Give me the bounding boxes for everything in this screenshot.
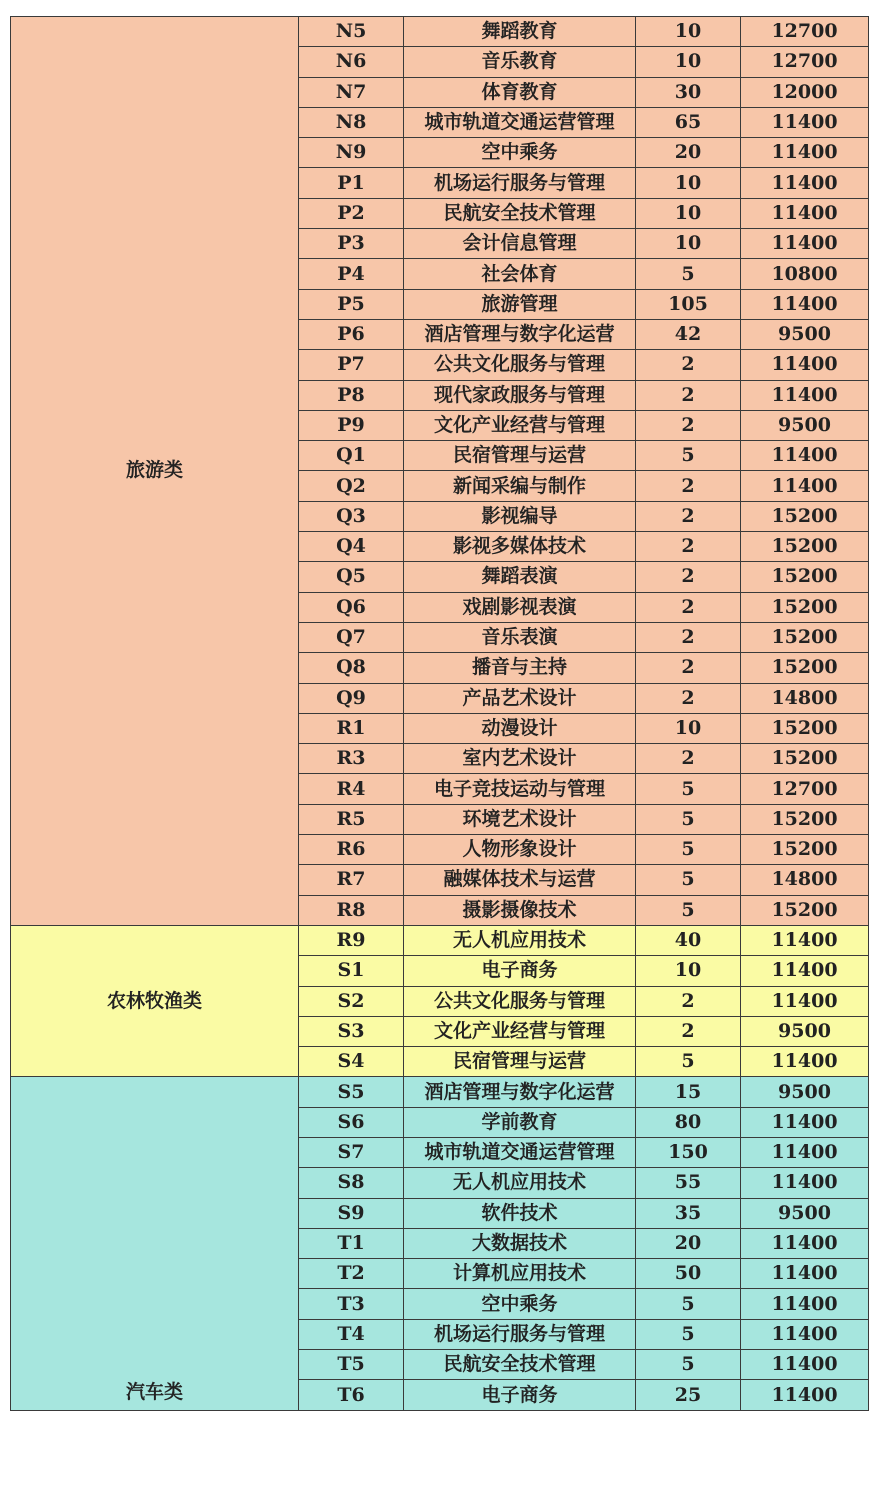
plan-count-cell: 2 — [636, 350, 741, 380]
major-name-cell: 民宿管理与运营 — [404, 1047, 636, 1077]
code-cell: R5 — [299, 804, 404, 834]
major-name-cell: 机场运行服务与管理 — [404, 1319, 636, 1349]
major-name-cell: 无人机应用技术 — [404, 925, 636, 955]
tuition-fee-cell: 15200 — [741, 501, 869, 531]
tuition-fee-cell: 11400 — [741, 380, 869, 410]
plan-count-cell: 5 — [636, 895, 741, 925]
major-name-cell: 现代家政服务与管理 — [404, 380, 636, 410]
major-name-cell: 电子商务 — [404, 1380, 636, 1410]
major-name-cell: 动漫设计 — [404, 713, 636, 743]
tuition-fee-cell: 11400 — [741, 1380, 869, 1410]
plan-count-cell: 10 — [636, 168, 741, 198]
code-cell: S3 — [299, 1016, 404, 1046]
major-name-cell: 人物形象设计 — [404, 835, 636, 865]
tuition-fee-cell: 15200 — [741, 622, 869, 652]
code-cell: T1 — [299, 1228, 404, 1258]
tuition-fee-cell: 12700 — [741, 17, 869, 47]
tuition-fee-cell: 15200 — [741, 895, 869, 925]
tuition-fee-cell: 11400 — [741, 168, 869, 198]
code-cell: Q7 — [299, 622, 404, 652]
code-cell: Q2 — [299, 471, 404, 501]
code-cell: S2 — [299, 986, 404, 1016]
plan-count-cell: 150 — [636, 1137, 741, 1167]
code-cell: Q6 — [299, 592, 404, 622]
major-name-cell: 机场运行服务与管理 — [404, 168, 636, 198]
category-cell: 汽车类 — [11, 1077, 299, 1410]
enrollment-table — [10, 16, 869, 1411]
code-cell: R1 — [299, 713, 404, 743]
code-cell: P9 — [299, 410, 404, 440]
code-cell: R7 — [299, 865, 404, 895]
category-cell: 农林牧渔类 — [11, 925, 299, 1076]
tuition-fee-cell: 9500 — [741, 1077, 869, 1107]
code-cell: S9 — [299, 1198, 404, 1228]
code-cell: R3 — [299, 744, 404, 774]
major-name-cell: 计算机应用技术 — [404, 1259, 636, 1289]
plan-count-cell: 2 — [636, 653, 741, 683]
major-name-cell: 影视多媒体技术 — [404, 532, 636, 562]
major-name-cell: 城市轨道交通运营管理 — [404, 1137, 636, 1167]
tuition-fee-cell: 11400 — [741, 441, 869, 471]
plan-count-cell: 5 — [636, 835, 741, 865]
code-cell: Q3 — [299, 501, 404, 531]
tuition-fee-cell: 15200 — [741, 835, 869, 865]
tuition-fee-cell: 11400 — [741, 986, 869, 1016]
tuition-fee-cell: 15200 — [741, 713, 869, 743]
code-cell: S7 — [299, 1137, 404, 1167]
code-cell: T6 — [299, 1380, 404, 1410]
plan-count-cell: 42 — [636, 319, 741, 349]
tuition-fee-cell: 12700 — [741, 47, 869, 77]
code-cell: Q1 — [299, 441, 404, 471]
plan-count-cell: 25 — [636, 1380, 741, 1410]
table-row — [11, 17, 869, 47]
tuition-fee-cell: 15200 — [741, 804, 869, 834]
tuition-fee-cell: 10800 — [741, 259, 869, 289]
plan-count-cell: 20 — [636, 138, 741, 168]
code-cell: Q4 — [299, 532, 404, 562]
tuition-fee-cell: 11400 — [741, 1259, 869, 1289]
tuition-fee-cell: 11400 — [741, 1228, 869, 1258]
code-cell: N8 — [299, 107, 404, 137]
tuition-fee-cell: 14800 — [741, 865, 869, 895]
tuition-fee-cell: 11400 — [741, 1107, 869, 1137]
table-row — [11, 1077, 869, 1107]
plan-count-cell: 5 — [636, 1289, 741, 1319]
plan-count-cell: 2 — [636, 562, 741, 592]
code-cell: P2 — [299, 198, 404, 228]
plan-count-cell: 55 — [636, 1168, 741, 1198]
code-cell: R9 — [299, 925, 404, 955]
plan-count-cell: 10 — [636, 713, 741, 743]
code-cell: P7 — [299, 350, 404, 380]
plan-count-cell: 10 — [636, 47, 741, 77]
table-row — [11, 925, 869, 955]
code-cell: N9 — [299, 138, 404, 168]
major-name-cell: 会计信息管理 — [404, 229, 636, 259]
tuition-fee-cell: 11400 — [741, 1047, 869, 1077]
major-name-cell: 新闻采编与制作 — [404, 471, 636, 501]
plan-count-cell: 2 — [636, 592, 741, 622]
code-cell: R4 — [299, 774, 404, 804]
code-cell: P5 — [299, 289, 404, 319]
major-name-cell: 酒店管理与数字化运营 — [404, 319, 636, 349]
plan-count-cell: 2 — [636, 410, 741, 440]
tuition-fee-cell: 15200 — [741, 653, 869, 683]
tuition-fee-cell: 15200 — [741, 592, 869, 622]
code-cell: Q5 — [299, 562, 404, 592]
major-name-cell: 民航安全技术管理 — [404, 1350, 636, 1380]
tuition-fee-cell: 9500 — [741, 319, 869, 349]
major-name-cell: 音乐教育 — [404, 47, 636, 77]
plan-count-cell: 5 — [636, 774, 741, 804]
plan-count-cell: 2 — [636, 986, 741, 1016]
tuition-fee-cell: 11400 — [741, 229, 869, 259]
tuition-fee-cell: 12700 — [741, 774, 869, 804]
tuition-fee-cell: 15200 — [741, 744, 869, 774]
tuition-fee-cell: 11400 — [741, 138, 869, 168]
tuition-fee-cell: 15200 — [741, 562, 869, 592]
code-cell: N5 — [299, 17, 404, 47]
major-name-cell: 城市轨道交通运营管理 — [404, 107, 636, 137]
tuition-fee-cell: 11400 — [741, 350, 869, 380]
major-name-cell: 室内艺术设计 — [404, 744, 636, 774]
plan-count-cell: 5 — [636, 259, 741, 289]
plan-count-cell: 65 — [636, 107, 741, 137]
code-cell: P1 — [299, 168, 404, 198]
code-cell: R8 — [299, 895, 404, 925]
major-name-cell: 环境艺术设计 — [404, 804, 636, 834]
tuition-fee-cell: 11400 — [741, 1350, 869, 1380]
tuition-fee-cell: 11400 — [741, 471, 869, 501]
plan-count-cell: 10 — [636, 17, 741, 47]
tuition-fee-cell: 9500 — [741, 410, 869, 440]
code-cell: N7 — [299, 77, 404, 107]
plan-count-cell: 5 — [636, 1319, 741, 1349]
code-cell: S5 — [299, 1077, 404, 1107]
plan-count-cell: 80 — [636, 1107, 741, 1137]
major-name-cell: 产品艺术设计 — [404, 683, 636, 713]
major-name-cell: 空中乘务 — [404, 1289, 636, 1319]
tuition-fee-cell: 11400 — [741, 1137, 869, 1167]
major-name-cell: 软件技术 — [404, 1198, 636, 1228]
plan-count-cell: 2 — [636, 744, 741, 774]
plan-count-cell: 10 — [636, 198, 741, 228]
major-name-cell: 文化产业经营与管理 — [404, 410, 636, 440]
tuition-fee-cell: 11400 — [741, 107, 869, 137]
code-cell: P3 — [299, 229, 404, 259]
tuition-fee-cell: 9500 — [741, 1198, 869, 1228]
code-cell: T2 — [299, 1259, 404, 1289]
category-cell: 旅游类 — [11, 17, 299, 926]
major-name-cell: 文化产业经营与管理 — [404, 1016, 636, 1046]
major-name-cell: 电子商务 — [404, 956, 636, 986]
major-name-cell: 融媒体技术与运营 — [404, 865, 636, 895]
tuition-fee-cell: 12000 — [741, 77, 869, 107]
plan-count-cell: 10 — [636, 956, 741, 986]
major-name-cell: 旅游管理 — [404, 289, 636, 319]
tuition-fee-cell: 11400 — [741, 1289, 869, 1319]
tuition-fee-cell: 9500 — [741, 1016, 869, 1046]
code-cell: P6 — [299, 319, 404, 349]
major-name-cell: 摄影摄像技术 — [404, 895, 636, 925]
plan-count-cell: 5 — [636, 441, 741, 471]
tuition-fee-cell: 14800 — [741, 683, 869, 713]
plan-count-cell: 2 — [636, 532, 741, 562]
plan-count-cell: 50 — [636, 1259, 741, 1289]
tuition-fee-cell: 11400 — [741, 289, 869, 319]
code-cell: S6 — [299, 1107, 404, 1137]
plan-count-cell: 5 — [636, 1350, 741, 1380]
major-name-cell: 民航安全技术管理 — [404, 198, 636, 228]
plan-count-cell: 35 — [636, 1198, 741, 1228]
code-cell: P4 — [299, 259, 404, 289]
major-name-cell: 影视编导 — [404, 501, 636, 531]
major-name-cell: 酒店管理与数字化运营 — [404, 1077, 636, 1107]
plan-count-cell: 2 — [636, 1016, 741, 1046]
major-name-cell: 大数据技术 — [404, 1228, 636, 1258]
plan-count-cell: 2 — [636, 380, 741, 410]
plan-count-cell: 2 — [636, 622, 741, 652]
major-name-cell: 舞蹈表演 — [404, 562, 636, 592]
major-name-cell: 公共文化服务与管理 — [404, 350, 636, 380]
plan-count-cell: 2 — [636, 471, 741, 501]
code-cell: N6 — [299, 47, 404, 77]
major-name-cell: 民宿管理与运营 — [404, 441, 636, 471]
major-name-cell: 戏剧影视表演 — [404, 592, 636, 622]
tuition-fee-cell: 11400 — [741, 956, 869, 986]
code-cell: T4 — [299, 1319, 404, 1349]
major-name-cell: 音乐表演 — [404, 622, 636, 652]
code-cell: S8 — [299, 1168, 404, 1198]
major-name-cell: 体育教育 — [404, 77, 636, 107]
plan-count-cell: 105 — [636, 289, 741, 319]
major-name-cell: 无人机应用技术 — [404, 1168, 636, 1198]
code-cell: S4 — [299, 1047, 404, 1077]
plan-count-cell: 30 — [636, 77, 741, 107]
major-name-cell: 公共文化服务与管理 — [404, 986, 636, 1016]
major-name-cell: 空中乘务 — [404, 138, 636, 168]
tuition-fee-cell: 11400 — [741, 1168, 869, 1198]
tuition-fee-cell: 11400 — [741, 198, 869, 228]
plan-count-cell: 2 — [636, 501, 741, 531]
code-cell: T5 — [299, 1350, 404, 1380]
code-cell: Q8 — [299, 653, 404, 683]
tuition-fee-cell: 11400 — [741, 1319, 869, 1349]
plan-count-cell: 10 — [636, 229, 741, 259]
code-cell: P8 — [299, 380, 404, 410]
code-cell: R6 — [299, 835, 404, 865]
major-name-cell: 播音与主持 — [404, 653, 636, 683]
plan-count-cell: 15 — [636, 1077, 741, 1107]
plan-count-cell: 40 — [636, 925, 741, 955]
major-name-cell: 社会体育 — [404, 259, 636, 289]
major-name-cell: 舞蹈教育 — [404, 17, 636, 47]
tuition-fee-cell: 15200 — [741, 532, 869, 562]
code-cell: T3 — [299, 1289, 404, 1319]
plan-count-cell: 2 — [636, 683, 741, 713]
code-cell: Q9 — [299, 683, 404, 713]
major-name-cell: 电子竞技运动与管理 — [404, 774, 636, 804]
enrollment-table-body — [11, 17, 869, 1411]
tuition-fee-cell: 11400 — [741, 925, 869, 955]
plan-count-cell: 5 — [636, 865, 741, 895]
plan-count-cell: 20 — [636, 1228, 741, 1258]
plan-count-cell: 5 — [636, 1047, 741, 1077]
code-cell: S1 — [299, 956, 404, 986]
plan-count-cell: 5 — [636, 804, 741, 834]
major-name-cell: 学前教育 — [404, 1107, 636, 1137]
